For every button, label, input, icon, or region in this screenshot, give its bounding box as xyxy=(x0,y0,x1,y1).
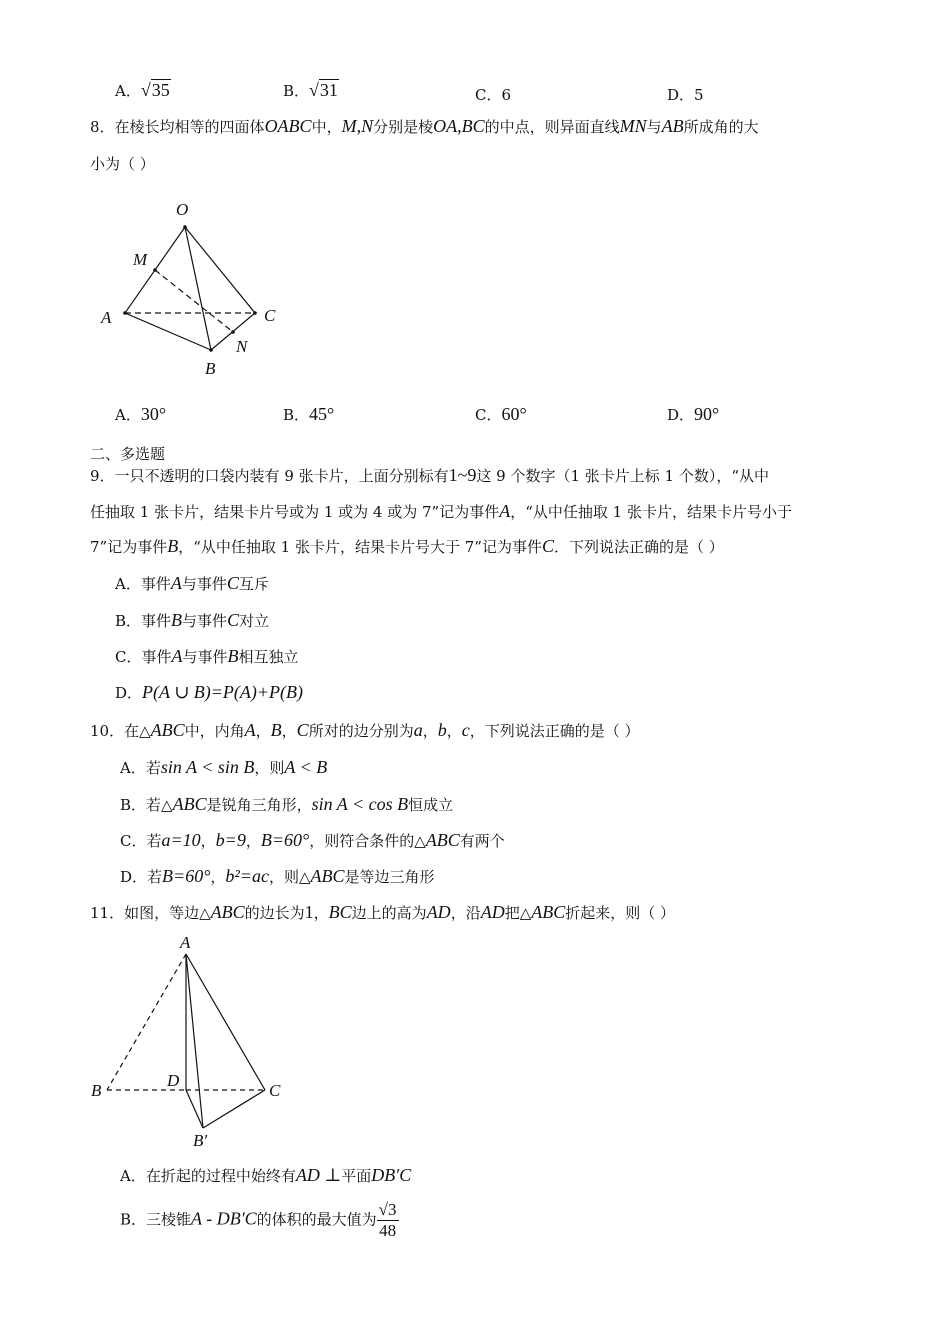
q10-option-d: D．若B=60°，b²=ac，则△ABC是等边三角形 xyxy=(120,866,435,886)
q8-option-b: B．45° xyxy=(283,404,335,424)
label-D: D xyxy=(167,1071,180,1090)
sqrt-31: √31 xyxy=(309,80,338,100)
q8-option-d: D．90° xyxy=(667,404,720,424)
label-A: A xyxy=(101,308,112,327)
q10-option-b: B．若△ABC是锐角三角形，sin A < cos B恒成立 xyxy=(120,794,454,814)
sqrt-35: √35 xyxy=(140,80,170,100)
tetrahedron-figure xyxy=(95,195,295,380)
q11-option-a: A．在折起的过程中始终有AD ⊥平面DB′C xyxy=(120,1165,412,1185)
label-B-prime: B′ xyxy=(193,1131,208,1150)
edge-OC xyxy=(185,227,255,313)
q10-option-c: C．若a=10，b=9，B=60°，则符合条件的△ABC有两个 xyxy=(120,830,505,850)
label-C: C xyxy=(269,1081,281,1100)
label-M: M xyxy=(133,250,148,269)
q8-option-a: A．30° xyxy=(115,404,167,424)
edge-BprimeC xyxy=(203,1090,265,1128)
q8-stem-line2: 小为（ ） xyxy=(90,155,155,173)
q10-stem: 10．在△ABC中，内角A，B，C所对的边分别为a，b，c，下列说法正确的是（ ） xyxy=(90,720,640,740)
q7-option-a: A．√35 xyxy=(115,80,170,100)
q11-stem: 11．如图，等边△ABC的边长为1，BC边上的高为AD，沿AD把△ABC折起来，则（ ） xyxy=(90,902,676,922)
label-C: C xyxy=(264,306,276,325)
edge-DBprime xyxy=(186,1090,203,1128)
label-O: O xyxy=(176,200,189,219)
q8-option-c: C．60° xyxy=(475,404,527,424)
label-B: B xyxy=(91,1081,102,1100)
q9-option-d: D．P(A ∪ B)=P(A)+P(B) xyxy=(115,682,304,702)
fraction-sqrt3-over-48: $\frac{√3}{48}$ xyxy=(378,1200,397,1240)
q9-stem-line2: 任抽取 1 张卡片，结果卡片号或为 1 或为 4 或为 7”记为事件A，“从中任抽取 1 张卡片，结果卡片号小于 xyxy=(90,501,792,521)
label-B: B xyxy=(205,359,216,378)
q7-option-c: C．6 xyxy=(475,86,512,104)
edge-ABprime xyxy=(186,954,203,1128)
label-A: A xyxy=(180,933,191,952)
label-N: N xyxy=(236,337,248,356)
q9-option-b: B．事件B与事件C对立 xyxy=(115,610,270,630)
edge-OB xyxy=(185,227,211,350)
q10-option-a: A．若sin A < sin B，则A < B xyxy=(120,757,328,777)
q7-option-d: D．5 xyxy=(667,86,704,104)
edge-AB-dashed xyxy=(107,954,186,1090)
edge-AB xyxy=(125,313,211,350)
q9-option-a: A．事件A与事件C互斥 xyxy=(115,573,269,593)
q11-option-b: B．三棱锥A - DB′C的体积的最大值为 $\frac{√3}{48}$ xyxy=(120,1200,397,1240)
q9-stem-line1: 9．一只不透明的口袋内装有 9 张卡片，上面分别标有1~9这 9 个数字（1 张卡片上标 1 个数），“从中 xyxy=(90,465,770,485)
q7-option-b: B．√31 xyxy=(283,80,338,100)
q8-stem-line1: 8．在棱长均相等的四面体OABC中，M,N分别是棱OA,BC的中点，则异面直线MN与AB所成角的大 xyxy=(90,116,759,136)
q9-option-c: C．事件A与事件B相互独立 xyxy=(115,646,299,666)
q9-stem-line3: 7”记为事件B，“从中任抽取 1 张卡片，结果卡片号大于 7”记为事件C．下列说法正确的是（ ） xyxy=(90,536,724,556)
folded-triangle-figure xyxy=(85,930,305,1155)
section-title-multi-choice: 二、多选题 xyxy=(90,445,166,463)
segment-MN xyxy=(155,270,233,332)
